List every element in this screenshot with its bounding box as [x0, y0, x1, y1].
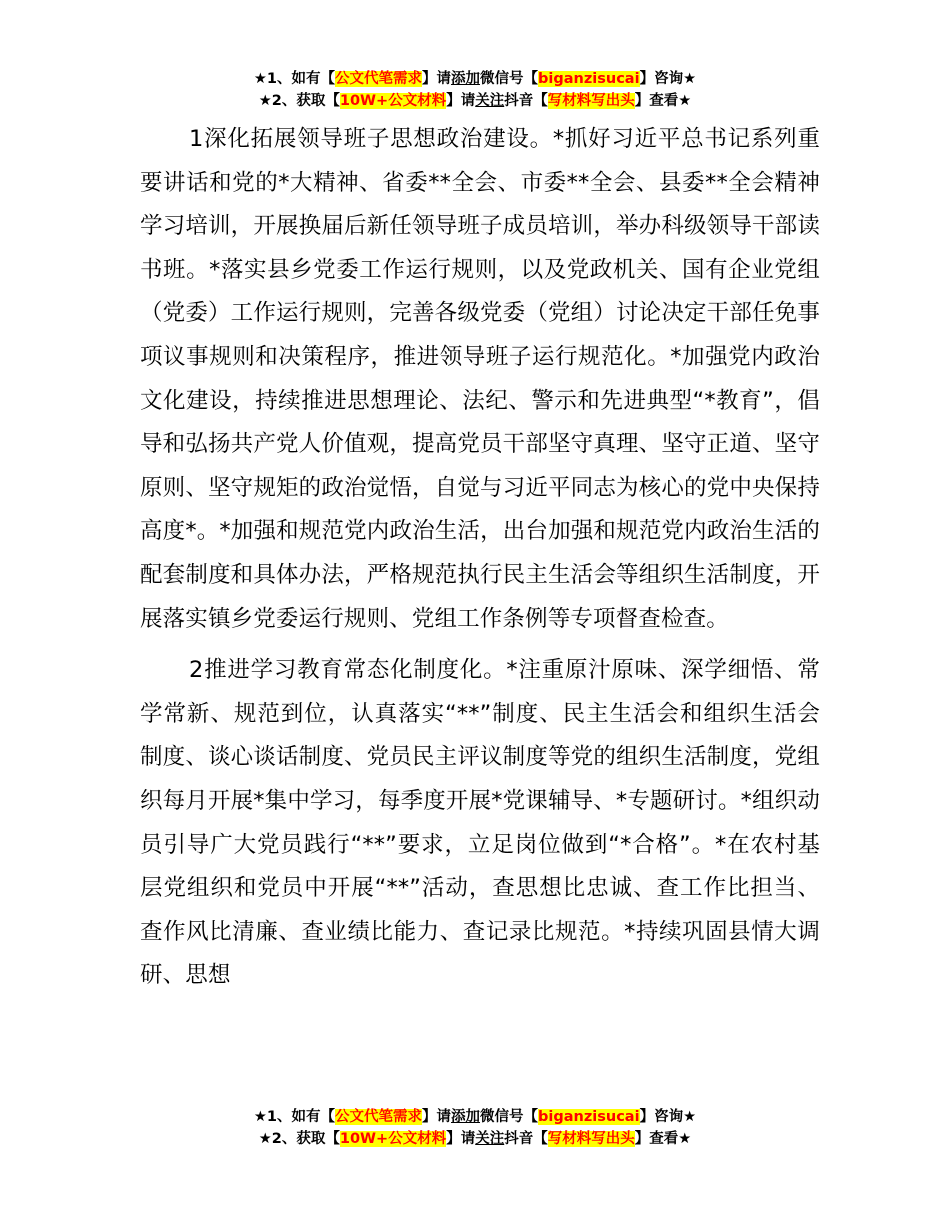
banner-line-2	[0, 1128, 950, 1150]
banner-line-1	[0, 68, 950, 90]
banner-line-1	[0, 1106, 950, 1128]
paragraph-1: 1深化拓展领导班子思想政治建设。*抓好习近平总书记系列重要讲话和党的*大精神、省委**全会、市委**全会、县委**全会精神学习培训，开展换届后新任领导班子成员培训，举办科级领导干部读书班。*落实县乡党委工作运行规则，以及党政机关、国有企业党组（党委）工作运行规则，完善各级党委（党组）讨论决定干部任免事项议事规则和决策程序，推进领导班子运行规范化。*加强党内政治文化建设，持续推进思想理论、法纪、警示和先进典型“*教育”，倡导和弘扬共产党人价值观，提高党员干部坚守真理、坚守正道、坚守原则、坚守规矩的政治觉悟，自觉与习近平同志为核心的党中央保持高度*。*加强和规范党内政治生活，出台加强和规范党内政治生活的配套制度和具体办法，严格规范执行民主生活会等组织生活制度，开展落实镇乡党委运行规则、党组工作条例等专项督查检查。	[140, 126, 820, 632]
banner-line-2	[0, 90, 950, 112]
header-banner	[0, 68, 950, 112]
banner-text: 抖音【	[504, 93, 548, 109]
highlight-douyin-account: 写材料写出头	[547, 1131, 635, 1147]
banner-text: 】请	[446, 1131, 476, 1147]
banner-text: 2、获取【	[271, 93, 340, 109]
underlined-text: 关注	[475, 1131, 505, 1147]
star-icon: ★	[683, 1109, 697, 1125]
star-icon: ★	[678, 1131, 692, 1147]
banner-text: 】请	[422, 71, 452, 87]
underlined-text: 添加	[451, 71, 481, 87]
paragraph-2: 2推进学习教育常态化制度化。*注重原汁原味、深学细悟、常学常新、规范到位，认真落实“**”制度、民主生活会和组织生活会制度、谈心谈话制度、党员民主评议制度等党的组织生活制度，党组织每月开展*集中学习，每季度开展*党课辅导、*专题研讨。*组织动员引导广大党员践行“**”要求，立足岗位做到“*合格”。*在农村基层党组织和党员中开展“**”活动，查思想比忠诚、查工作比担当、查作风比清廉、查业绩比能力、查记录比规范。*持续巩固县情大调研、思想	[140, 657, 820, 989]
banner-text: 抖音【	[504, 1131, 548, 1147]
highlight-service: 公文代笔需求	[335, 71, 423, 87]
star-icon: ★	[253, 1109, 267, 1125]
document-body	[140, 118, 820, 998]
underlined-text: 添加	[451, 1109, 481, 1125]
banner-text: 】请	[422, 1109, 452, 1125]
highlight-materials: 10W+公文材料	[339, 1131, 447, 1147]
highlight-wechat-id: biganzisucai	[538, 1109, 640, 1125]
star-icon: ★	[253, 71, 267, 87]
highlight-service: 公文代笔需求	[335, 1109, 423, 1125]
banner-text: 1、如有【	[266, 71, 336, 87]
banner-text: 】查看	[634, 93, 679, 109]
highlight-wechat-id: biganzisucai	[538, 71, 640, 87]
banner-text: 】咨询	[639, 1109, 684, 1125]
star-icon: ★	[683, 71, 697, 87]
banner-text: 2、获取【	[271, 1131, 340, 1147]
highlight-douyin-account: 写材料写出头	[547, 93, 635, 109]
banner-text: 微信号【	[480, 1109, 539, 1125]
highlight-materials: 10W+公文材料	[339, 93, 447, 109]
star-icon: ★	[258, 1131, 272, 1147]
underlined-text: 关注	[475, 93, 505, 109]
star-icon: ★	[678, 93, 692, 109]
banner-text: 】查看	[634, 1131, 679, 1147]
banner-text: 】请	[446, 93, 476, 109]
banner-text: 】咨询	[639, 71, 684, 87]
footer-banner	[0, 1106, 950, 1150]
banner-text: 微信号【	[480, 71, 539, 87]
banner-text: 1、如有【	[266, 1109, 336, 1125]
star-icon: ★	[258, 93, 272, 109]
